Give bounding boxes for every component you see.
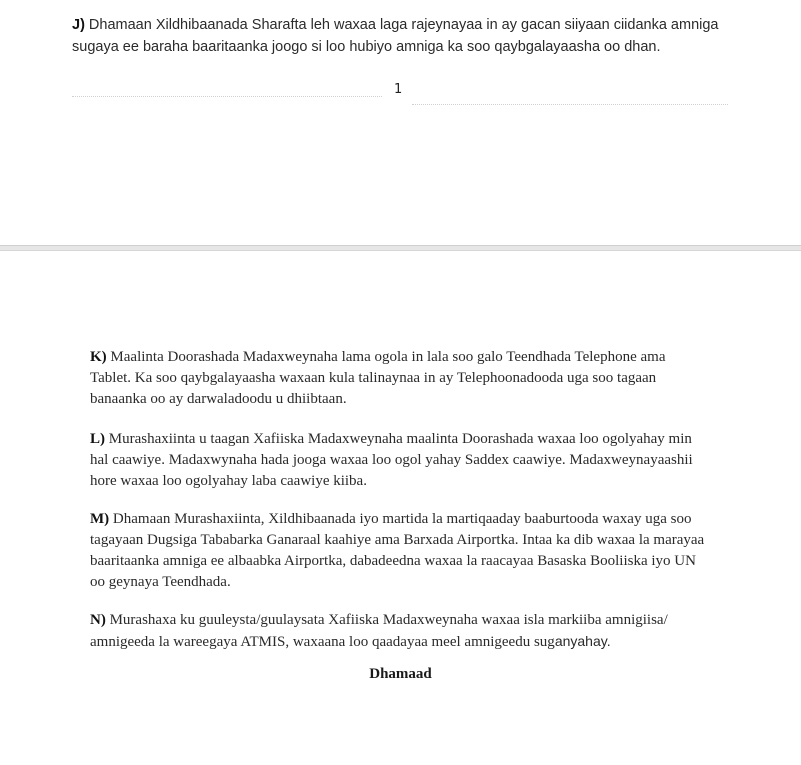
paragraph-k-line-1 — [90, 347, 665, 368]
paragraph-n-text-2: amnigeeda la wareegaya ATMIS, waxaana loo qaadayaa meel amnigeedu sug — [90, 634, 555, 650]
paragraph-n-label: N) — [90, 612, 106, 628]
paragraph-l — [90, 429, 693, 492]
paragraph-l-label: L) — [90, 431, 105, 447]
paragraph-j-line-2: sugaya ee baraha baaritaanka joogo si loo hubiyo amniga ka soo qaybgalayaasha oo dhan. — [72, 39, 661, 55]
paragraph-n-line-1 — [90, 610, 668, 631]
paragraph-k-line-3: banaanka oo ay darwaladoodu u dhiibtaan. — [90, 391, 347, 407]
paragraph-m — [90, 509, 704, 593]
paragraph-j-line-1 — [72, 14, 719, 36]
page-number: 1 — [394, 82, 403, 97]
paragraph-j-text-1: Dhamaan Xildhibaanada Sharafta leh waxaa laga rajeynayaa in ay gacan siiyaan ciidanka amniga — [84, 17, 719, 33]
paragraph-m-line-2: tagayaan Dugsiga Tababarka Ganaraal kaahiye ama Barxada Airportka. Intaa ka dib waxaa la marayaa — [90, 532, 705, 548]
paragraph-k-label: K) — [90, 349, 107, 365]
footer-rule-left — [72, 96, 382, 97]
paragraph-l-line-2: hal caawiye. Madaxwynaha hada jooga waxaa loo ogol yahay Saddex caawiye. Madaxweynayaashii — [90, 452, 693, 468]
paragraph-l-text-1: Murashaxiinta u taagan Xafiiska Madaxweynaha maalinta Doorashada waxaa loo ogolyahay min — [105, 431, 692, 447]
paragraph-m-label: M) — [90, 511, 110, 527]
paragraph-n-text-1: Murashaxa ku guuleysta/guulaysata Xafiiska Madaxweynaha waxaa isla markiiba amnigiisa/ — [105, 612, 668, 628]
paragraph-m-text-1: Dhamaan Murashaxiinta, Xildhibaanada iyo martida la martiqaaday baaburtooda waxay uga soo — [109, 511, 692, 527]
paragraph-l-line-1 — [90, 429, 693, 450]
document-page-one — [0, 0, 801, 246]
footer-rule-right — [412, 104, 728, 105]
document-page-two — [0, 250, 801, 765]
paragraph-k-text-1: Maalinta Doorashada Madaxweynaha lama ogola in lala soo galo Teendhada Telephone ama — [106, 349, 666, 365]
paragraph-j-label: J) — [72, 17, 85, 33]
paragraph-k-line-2: Tablet. Ka soo qaybgalayaasha waxaan kula talinaynaa in ay Telephoonadooda uga soo tagaan — [90, 370, 657, 386]
paragraph-m-line-4: oo geynaya Teendhada. — [90, 574, 231, 590]
paragraph-m-line-1 — [90, 509, 704, 530]
paragraph-n-line-2 — [90, 631, 668, 653]
paragraph-m-line-3: baaritaanka amniga ee albaabka Airportka, dabadeedna waxaa la raacayaa Basaska Booliiska iyo UN — [90, 553, 696, 569]
paragraph-n — [90, 610, 668, 653]
paragraph-n-tail: anyahay. — [554, 633, 611, 649]
closing-word: Dhamaad — [369, 666, 432, 682]
paragraph-j — [72, 14, 719, 58]
paragraph-k — [90, 347, 665, 410]
paragraph-l-line-3: hore waxaa loo ogolyahay laba caawiye kiiba. — [90, 473, 367, 489]
